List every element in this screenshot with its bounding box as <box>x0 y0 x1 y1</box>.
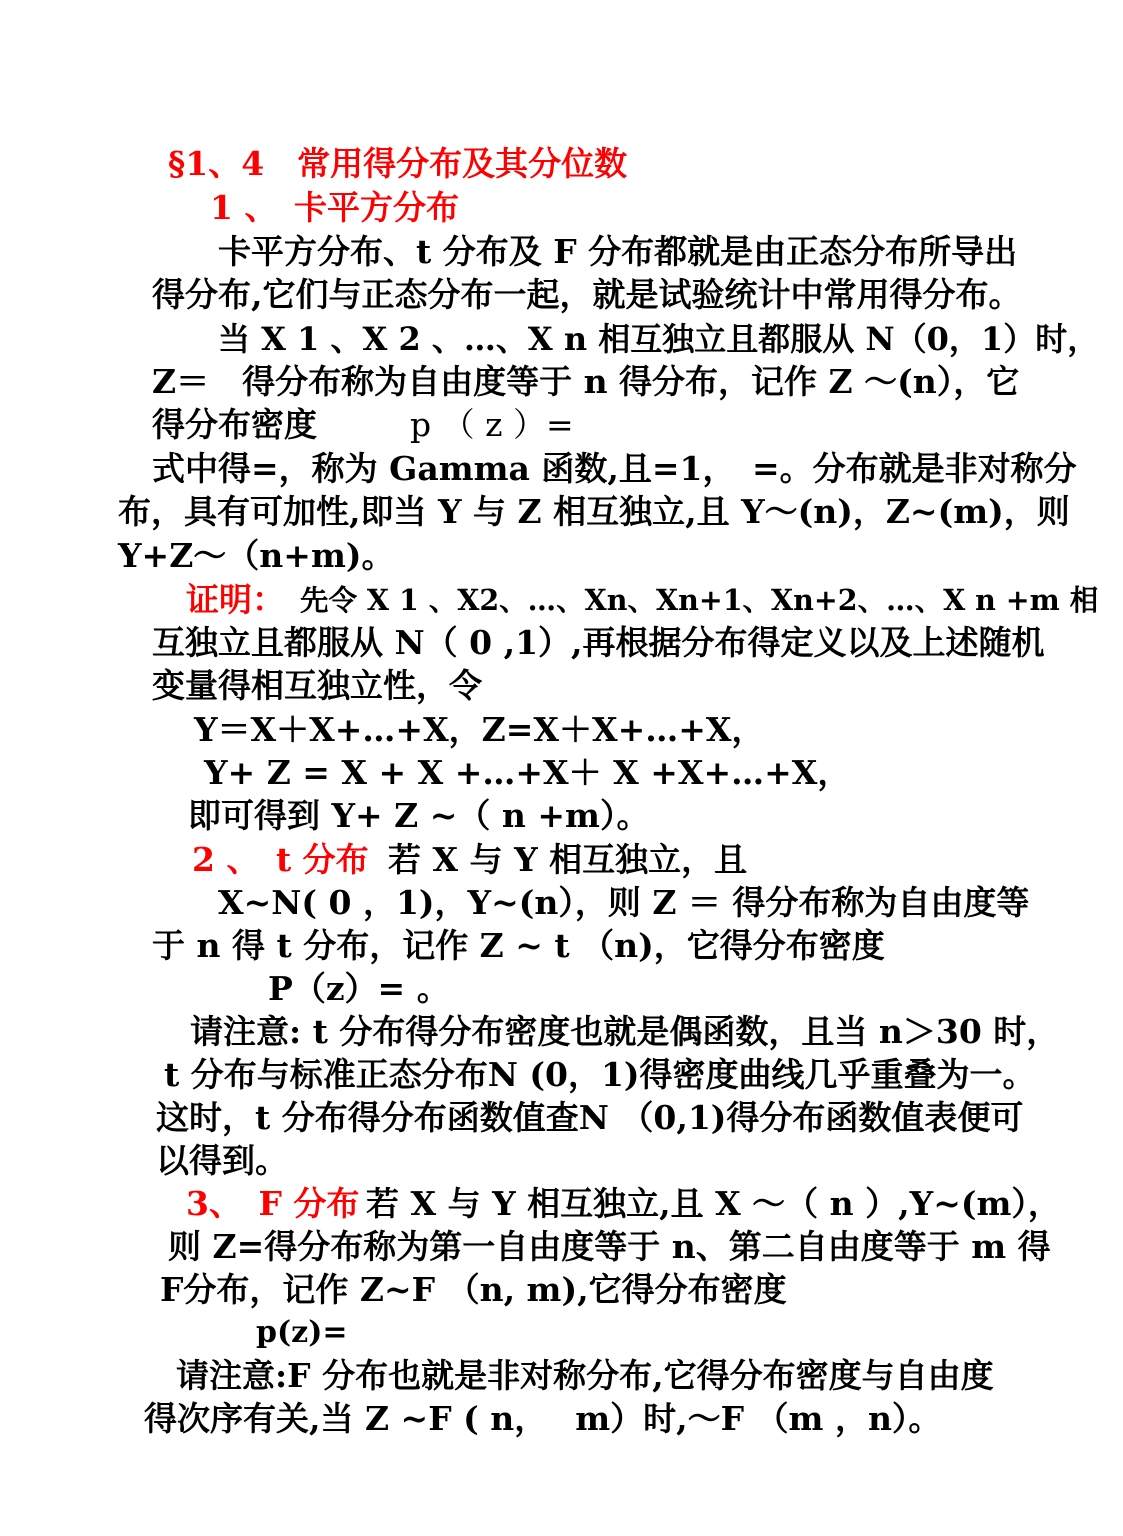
f-distribution-density: p(z)= <box>256 1315 348 1350</box>
chi-square-density-formula: p （ z ）= <box>410 405 574 444</box>
t-note-line3: 这时，t 分布得分布函数值查N （0,1)得分布函数值表便可 <box>156 1098 1024 1137</box>
f-distribution-line2: F分布，记作 Z~F （n, m),它得分布密度 <box>160 1270 787 1309</box>
t-distribution-density: P（z）= 。 <box>268 969 450 1008</box>
proof-label: 证明： <box>186 580 285 619</box>
chi-square-para2-line1: 当 X 1 、X 2 、…、X n 相互独立且都服从 N（0，1）时， <box>218 320 1100 358</box>
f-distribution-line1: 则 Z=得分布称为第一自由度等于 n、第二自由度等于 m 得 <box>168 1227 1051 1266</box>
chi-square-para3-line2: 布，具有可加性,即当 Y 与 Z 相互独立,且 Y～(n)，Z~(m)，则 <box>118 492 1070 531</box>
t-distribution-heading: 2 、 t 分布 <box>192 840 369 879</box>
f-distribution-heading: 3、 F 分布 <box>186 1184 360 1223</box>
chi-square-para2-line2: Z＝ 得分布称为自由度等于 n 得分布，记作 Z ～(n），它 <box>152 362 1020 401</box>
proof-conclusion: 即可得到 Y+ Z ~（ n +m）。 <box>188 796 650 835</box>
section-heading: §1、4 常用得分布及其分位数 <box>168 144 628 183</box>
t-note-line4: 以得到。 <box>156 1141 288 1180</box>
f-distribution-intro: 若 X 与 Y 相互独立,且 X ～（ n ）,Y~(m）， <box>366 1184 1061 1223</box>
chi-square-para1-line2: 得分布,它们与正态分布一起，就是试验统计中常用得分布。 <box>152 275 1022 314</box>
t-note-line2: t 分布与标准正态分布N (0，1)得密度曲线几乎重叠为一。 <box>164 1055 1036 1094</box>
chi-square-para2-line3a: 得分布密度 <box>152 405 317 444</box>
t-distribution-intro: 若 X 与 Y 相互独立，且 <box>388 840 748 879</box>
proof-equation2: Y+ Z = X + X +…+X＋ X +X+…+X， <box>204 753 851 792</box>
t-distribution-line2: 于 n 得 t 分布，记作 Z ~ t （n)，它得分布密度 <box>152 926 885 965</box>
f-note-line2: 得次序有关,当 Z ~F ( n， m）时,～F （m ，n）。 <box>144 1399 942 1438</box>
chi-square-para3-line1: 式中得=，称为 Gamma 函数,且=1， =。分布就是非对称分 <box>152 449 1077 488</box>
proof-line2: 互独立且都服从 N（ 0 ,1）,再根据分布得定义以及上述随机 <box>152 623 1045 662</box>
f-note-line1: 请注意:F 分布也就是非对称分布,它得分布密度与自由度 <box>176 1356 994 1395</box>
proof-line1: 先令 X 1 、X2、…、Xn、Xn+1、Xn+2、…、X n +m 相 <box>300 583 1099 617</box>
proof-line3: 变量得相互独立性，令 <box>152 666 482 705</box>
proof-equation1: Y＝X＋X+…+X，Z=X＋X+…+X， <box>194 710 765 749</box>
t-note-line1: 请注意: t 分布得分布密度也就是偶函数，且当 n＞30 时， <box>190 1012 1060 1051</box>
chi-square-para3-line3: Y+Z～（n+m)。 <box>118 536 395 575</box>
chi-square-para1-line1: 卡平方分布、t 分布及 F 分布都就是由正态分布所导出 <box>218 232 1018 271</box>
t-distribution-line1: X~N( 0 ，1)，Y~(n），则 Z ＝ 得分布称为自由度等 <box>218 883 1030 922</box>
chi-square-heading: 1 、 卡平方分布 <box>210 188 459 227</box>
